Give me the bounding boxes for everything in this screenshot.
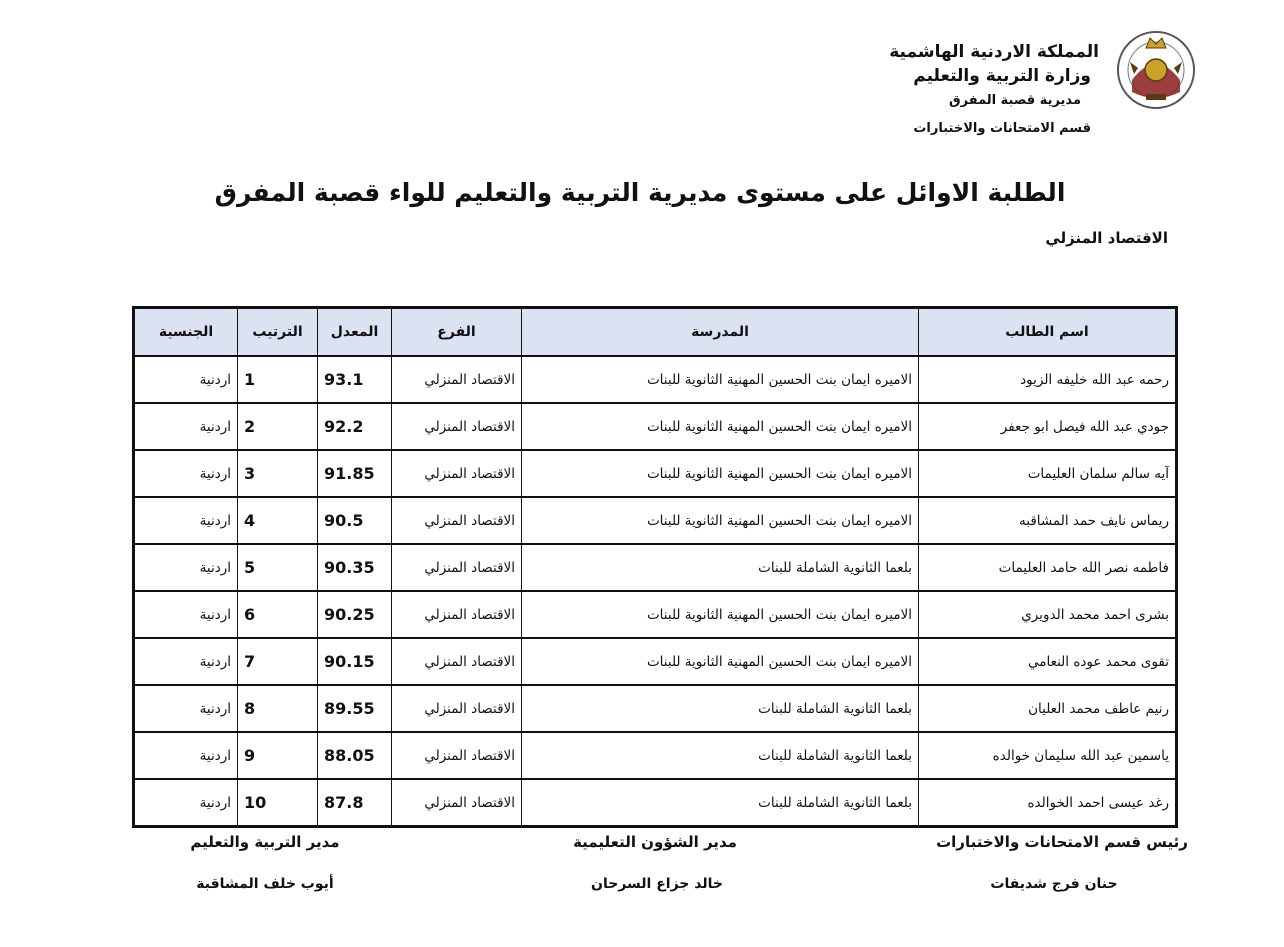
signature-title-exams-head: رئيس قسم الامتحانات والاختبارات bbox=[936, 833, 1188, 851]
school-name: الاميره ايمان بنت الحسين المهنية الثانوية للبنات bbox=[522, 403, 919, 450]
nationality: اردنية bbox=[134, 685, 238, 732]
table-row bbox=[134, 403, 1177, 450]
student-name: آيه سالم سلمان العليمات bbox=[919, 450, 1177, 497]
page-title: الطلبة الاوائل على مستوى مديرية التربية والتعليم للواء قصبة المفرق bbox=[214, 178, 1066, 207]
school-name: بلعما الثانوية الشاملة للبنات bbox=[522, 732, 919, 779]
table-row bbox=[134, 450, 1177, 497]
nationality: اردنية bbox=[134, 544, 238, 591]
ministry-emblem bbox=[1112, 18, 1200, 118]
column-header-name: اسم الطالب bbox=[919, 308, 1177, 357]
rank-value: 3 bbox=[238, 450, 318, 497]
branch-name: الاقتصاد المنزلي bbox=[392, 356, 522, 403]
kingdom-name: المملكة الاردنية الهاشمية bbox=[889, 42, 1099, 62]
branch-name: الاقتصاد المنزلي bbox=[392, 638, 522, 685]
rank-value: 7 bbox=[238, 638, 318, 685]
rank-value: 8 bbox=[238, 685, 318, 732]
nationality: اردنية bbox=[134, 638, 238, 685]
school-name: الاميره ايمان بنت الحسين المهنية الثانوية للبنات bbox=[522, 591, 919, 638]
rank-value: 5 bbox=[238, 544, 318, 591]
signature-title-educational-affairs: مدير الشؤون التعليمية bbox=[573, 833, 737, 851]
average-score: 87.8 bbox=[318, 779, 392, 827]
student-name: بشرى احمد محمد الدويري bbox=[919, 591, 1177, 638]
branch-name: الاقتصاد المنزلي bbox=[392, 685, 522, 732]
school-name: الاميره ايمان بنت الحسين المهنية الثانوية للبنات bbox=[522, 450, 919, 497]
signature-title-director: مدير التربية والتعليم bbox=[190, 833, 340, 851]
branch-name: الاقتصاد المنزلي bbox=[392, 544, 522, 591]
average-score: 90.5 bbox=[318, 497, 392, 544]
student-name: ياسمين عبد الله سليمان خوالده bbox=[919, 732, 1177, 779]
branch-name: الاقتصاد المنزلي bbox=[392, 732, 522, 779]
school-name: بلعما الثانوية الشاملة للبنات bbox=[522, 544, 919, 591]
table-row bbox=[134, 779, 1177, 827]
column-header-rank: الترتيب bbox=[238, 308, 318, 357]
rank-value: 9 bbox=[238, 732, 318, 779]
average-score: 90.15 bbox=[318, 638, 392, 685]
student-name: رحمه عبد الله خليفه الزيود bbox=[919, 356, 1177, 403]
signature-name-director: أيوب خلف المشاقبة bbox=[196, 876, 334, 892]
school-name: الاميره ايمان بنت الحسين المهنية الثانوية للبنات bbox=[522, 638, 919, 685]
table-row bbox=[134, 591, 1177, 638]
branch-name: الاقتصاد المنزلي bbox=[392, 779, 522, 827]
average-score: 91.85 bbox=[318, 450, 392, 497]
branch-name: الاقتصاد المنزلي bbox=[392, 591, 522, 638]
school-name: الاميره ايمان بنت الحسين المهنية الثانوية للبنات bbox=[522, 356, 919, 403]
column-header-nationality: الجنسية bbox=[134, 308, 238, 357]
branch-name: الاقتصاد المنزلي bbox=[392, 450, 522, 497]
average-score: 93.1 bbox=[318, 356, 392, 403]
results-table bbox=[132, 306, 1178, 828]
average-score: 90.35 bbox=[318, 544, 392, 591]
jordan-coat-of-arms-icon bbox=[1112, 18, 1200, 118]
average-score: 90.25 bbox=[318, 591, 392, 638]
rank-value: 6 bbox=[238, 591, 318, 638]
column-header-school: المدرسة bbox=[522, 308, 919, 357]
signature-name-exams-head: حنان فرج شديفات bbox=[990, 876, 1118, 892]
average-score: 89.55 bbox=[318, 685, 392, 732]
branch-heading: الاقتصاد المنزلي bbox=[1045, 229, 1168, 247]
nationality: اردنية bbox=[134, 732, 238, 779]
rank-value: 2 bbox=[238, 403, 318, 450]
signature-name-educational-affairs: خالد جزاع السرحان bbox=[591, 876, 723, 892]
rank-value: 4 bbox=[238, 497, 318, 544]
student-name: ريماس نايف حمد المشاقبه bbox=[919, 497, 1177, 544]
school-name: الاميره ايمان بنت الحسين المهنية الثانوية للبنات bbox=[522, 497, 919, 544]
average-score: 92.2 bbox=[318, 403, 392, 450]
table-header-row bbox=[134, 308, 1177, 357]
nationality: اردنية bbox=[134, 403, 238, 450]
table-row bbox=[134, 544, 1177, 591]
branch-name: الاقتصاد المنزلي bbox=[392, 403, 522, 450]
table-row bbox=[134, 685, 1177, 732]
department-name: قسم الامتحانات والاختبارات bbox=[913, 121, 1091, 136]
table-row bbox=[134, 638, 1177, 685]
ministry-name: وزارة التربية والتعليم bbox=[913, 66, 1091, 86]
student-name: جودي عبد الله فيصل ابو جعفر bbox=[919, 403, 1177, 450]
column-header-average: المعدل bbox=[318, 308, 392, 357]
header-block bbox=[699, 40, 1099, 144]
student-name: تقوى محمد عوده النعامي bbox=[919, 638, 1177, 685]
student-name: فاطمه نصر الله حامد العليمات bbox=[919, 544, 1177, 591]
nationality: اردنية bbox=[134, 591, 238, 638]
table-row bbox=[134, 356, 1177, 403]
rank-value: 10 bbox=[238, 779, 318, 827]
table-row bbox=[134, 732, 1177, 779]
nationality: اردنية bbox=[134, 450, 238, 497]
column-header-branch: الفرع bbox=[392, 308, 522, 357]
nationality: اردنية bbox=[134, 497, 238, 544]
rank-value: 1 bbox=[238, 356, 318, 403]
school-name: بلعما الثانوية الشاملة للبنات bbox=[522, 779, 919, 827]
table-row bbox=[134, 497, 1177, 544]
nationality: اردنية bbox=[134, 779, 238, 827]
branch-name: الاقتصاد المنزلي bbox=[392, 497, 522, 544]
school-name: بلعما الثانوية الشاملة للبنات bbox=[522, 685, 919, 732]
directorate-name: مديرية قصبة المفرق bbox=[949, 93, 1081, 108]
student-name: رنيم عاطف محمد العليان bbox=[919, 685, 1177, 732]
nationality: اردنية bbox=[134, 356, 238, 403]
average-score: 88.05 bbox=[318, 732, 392, 779]
student-name: رغد عيسى احمد الخوالده bbox=[919, 779, 1177, 827]
